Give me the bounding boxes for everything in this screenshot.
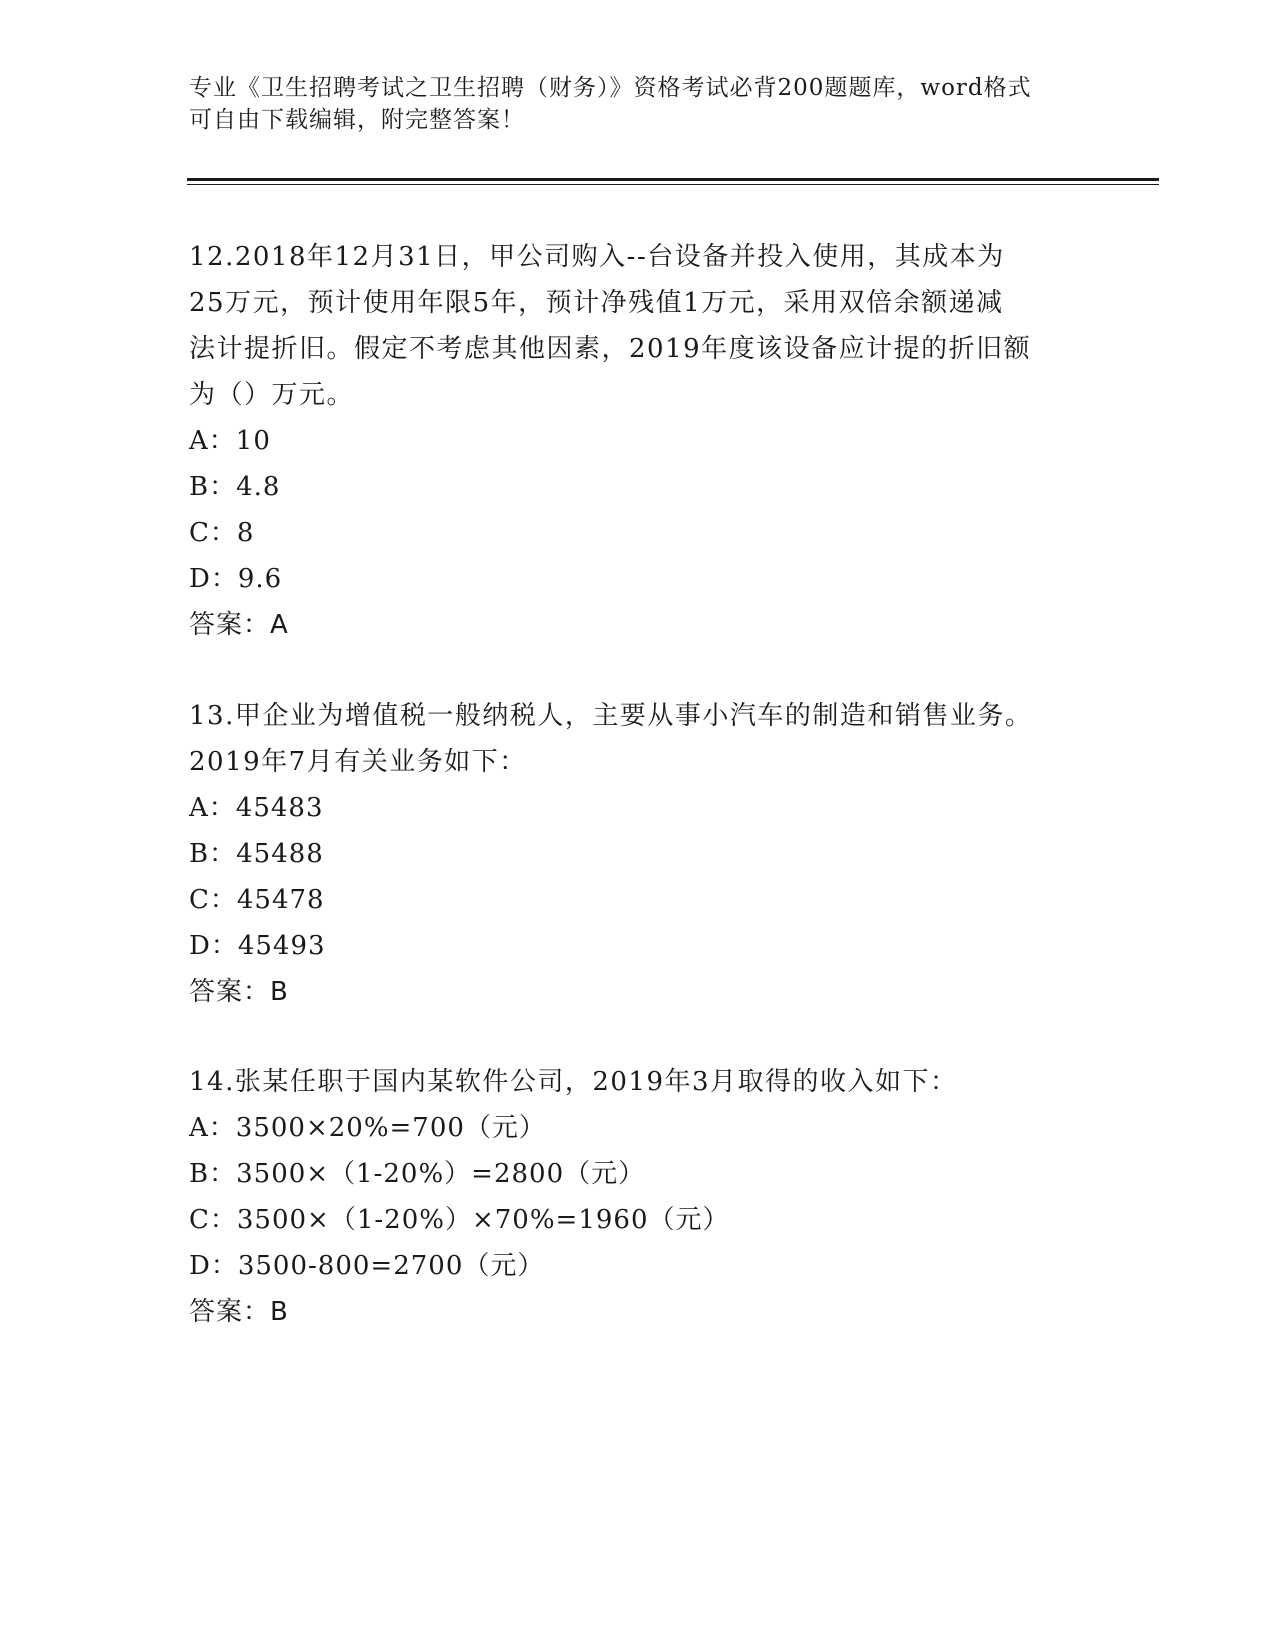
option-a: A：3500×20%=700（元） — [189, 1113, 546, 1143]
header-divider-thin — [187, 184, 1159, 185]
option-a: A：10 — [189, 426, 271, 456]
option-d: D：3500-800=2700（元） — [189, 1251, 545, 1281]
option-b: B：3500×（1-20%）=2800（元） — [189, 1159, 646, 1189]
answer-line: 答案：A — [189, 610, 289, 640]
option-c: C：3500×（1-20%）×70%=1960（元） — [189, 1205, 730, 1235]
stem-line: 14.张某任职于国内某软件公司，2019年3月取得的收入如下： — [189, 1067, 958, 1097]
option-c: C：8 — [189, 518, 255, 548]
option-c: C：45478 — [189, 885, 325, 915]
option-b: B：45488 — [189, 839, 324, 869]
option-d: D：45493 — [189, 931, 326, 961]
answer-line: 答案：B — [189, 977, 289, 1007]
option-a: A：45483 — [189, 793, 324, 823]
option-b: B：4.8 — [189, 472, 281, 502]
question-stem — [189, 693, 1089, 785]
stem-line: 25万元，预计使用年限5年，预计净残值1万元，采用双倍余额递减 — [189, 288, 1004, 318]
question-14 — [189, 1059, 1089, 1335]
document-header — [189, 72, 1069, 136]
stem-line: 法计提折旧。假定不考虑其他因素，2019年度该设备应计提的折旧额 — [189, 334, 1032, 364]
header-line-1: 专业《卫生招聘考试之卫生招聘（财务）》资格考试必背200题题库，word格式 — [189, 75, 1032, 101]
option-d: D：9.6 — [189, 564, 283, 594]
stem-line: 12.2018年12月31日，甲公司购入--台设备并投入使用，其成本为 — [189, 242, 1005, 272]
question-stem — [189, 1059, 1089, 1105]
stem-line: 2019年7月有关业务如下： — [189, 747, 527, 777]
stem-line: 为（）万元。 — [189, 380, 355, 410]
question-12 — [189, 234, 1089, 648]
header-divider-thick — [187, 178, 1159, 181]
header-line-2: 可自由下载编辑，附完整答案！ — [189, 107, 525, 133]
stem-line: 13.甲企业为增值税一般纳税人，主要从事小汽车的制造和销售业务。 — [189, 701, 1033, 731]
answer-line: 答案：B — [189, 1297, 289, 1327]
question-stem — [189, 234, 1089, 418]
question-13 — [189, 693, 1089, 1015]
